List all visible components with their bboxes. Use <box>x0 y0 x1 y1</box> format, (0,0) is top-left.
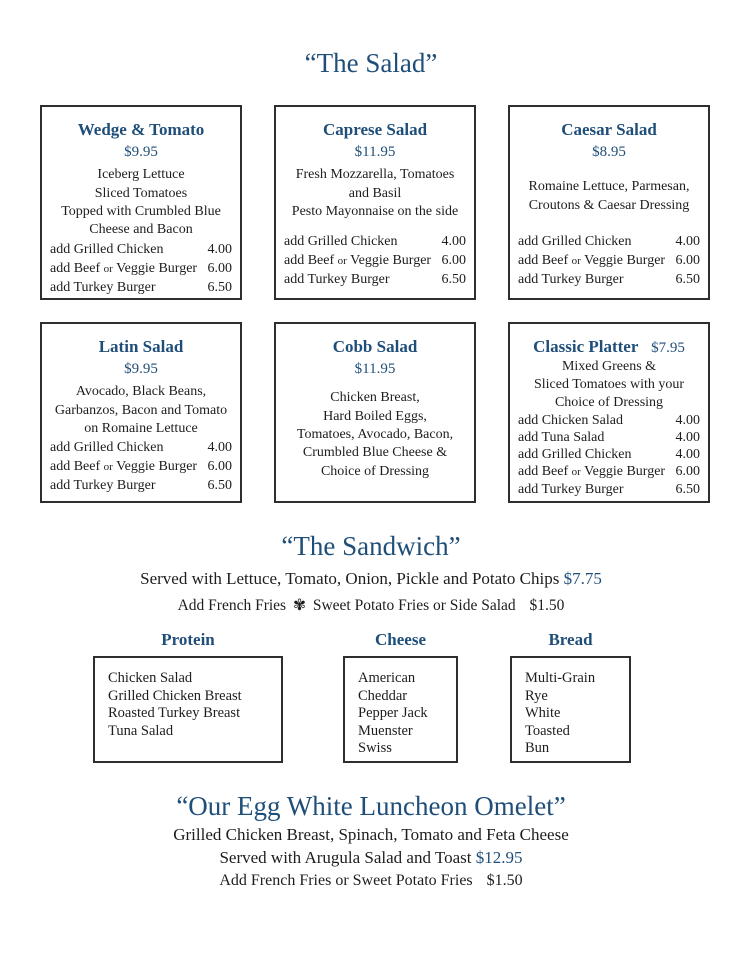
description-line: Chicken Breast, <box>330 390 420 406</box>
description-line: Iceberg Lettuce <box>97 167 185 183</box>
omelet-section-title: “Our Egg White Luncheon Omelet” <box>176 791 566 821</box>
addon-price: 4.00 <box>675 429 700 445</box>
bread-options-box <box>510 656 631 763</box>
salad-card-title-line <box>50 337 232 357</box>
description-line: Tomatoes, Avocado, Bacon, <box>296 427 454 443</box>
addon-price: 6.50 <box>675 481 700 497</box>
addon-label: add Beef or Veggie Burger <box>50 260 198 276</box>
salad-card-price: $11.95 <box>354 361 396 378</box>
description-line: Choice of Dressing <box>320 463 430 479</box>
option-item: Bun <box>525 739 550 756</box>
addon-price: 6.50 <box>675 271 700 287</box>
description-line: Choice of Dressing <box>554 394 664 410</box>
addon-price: 4.00 <box>207 241 232 257</box>
protein-options-box <box>93 656 283 763</box>
omelet-addon-price: $1.50 <box>486 872 523 889</box>
option-item: Grilled Chicken Breast <box>108 687 242 704</box>
sandwich-addon-text-before: Add French Fries <box>177 597 287 614</box>
omelet-ingredients-line: Grilled Chicken Breast, Spinach, Tomato and Feta Cheese <box>173 825 569 844</box>
salad-card-description <box>284 389 466 481</box>
salad-card-title-line <box>284 120 466 140</box>
protein-column <box>93 630 283 763</box>
cheese-header: Cheese <box>375 630 426 649</box>
protein-header: Protein <box>161 630 215 649</box>
description-line: Crumbled Blue Cheese & <box>302 445 448 461</box>
salad-card-price: $9.95 <box>124 144 158 161</box>
omelet-price: $12.95 <box>475 848 523 867</box>
salad-cards-row-2 <box>40 322 710 503</box>
addon-price: 6.00 <box>441 252 466 268</box>
addon-row <box>50 438 232 457</box>
salad-card-title-line <box>518 120 700 140</box>
addon-price: 4.00 <box>675 412 700 428</box>
omelet-addon-text: Add French Fries or Sweet Potato Fries <box>219 872 473 889</box>
bread-header: Bread <box>548 630 593 649</box>
addon-label-or: or <box>103 262 113 275</box>
omelet-served-line <box>0 848 742 868</box>
addon-price: 4.00 <box>675 447 700 463</box>
addon-row <box>518 463 700 480</box>
description-line: Romaine Lettuce, Parmesan, <box>528 179 690 195</box>
sandwich-addon-text-after: Sweet Potato Fries or Side Salad <box>312 597 516 614</box>
addon-row <box>50 278 232 297</box>
option-item: Pepper Jack <box>358 705 428 722</box>
salad-card-description <box>284 166 466 221</box>
addon-price: 4.00 <box>207 440 232 456</box>
addon-row <box>50 240 232 259</box>
addon-label: add Grilled Chicken <box>50 241 164 257</box>
addon-row <box>518 232 700 251</box>
option-item: Roasted Turkey Breast <box>108 705 241 722</box>
addon-list <box>518 232 700 289</box>
description-line: Fresh Mozzarella, Tomatoes <box>295 167 455 183</box>
cheese-options-box <box>343 656 458 763</box>
addon-label: add Beef or Veggie Burger <box>518 252 666 268</box>
cheese-column <box>343 630 458 763</box>
option-item: Rye <box>525 687 548 704</box>
description-line: Sliced Tomatoes with your <box>533 377 685 393</box>
option-item: Chicken Salad <box>108 670 193 687</box>
salad-card-description <box>518 358 700 411</box>
salad-card-title: Cobb Salad <box>332 337 418 356</box>
addon-label: add Turkey Burger <box>518 481 624 497</box>
addon-price: 6.00 <box>207 459 232 475</box>
addon-price: 6.00 <box>675 252 700 268</box>
salad-cards-row-1 <box>40 105 710 300</box>
salad-card-title-line <box>518 337 700 357</box>
addon-row <box>518 270 700 289</box>
salad-card-title: Caprese Salad <box>322 120 428 139</box>
addon-row <box>284 232 466 251</box>
addon-label: add Turkey Burger <box>50 478 156 494</box>
addon-row <box>50 457 232 476</box>
florette-icon: ✾ <box>292 597 306 614</box>
addon-row <box>518 412 700 429</box>
option-item: Cheddar <box>358 687 408 704</box>
option-item: Toasted <box>525 722 570 739</box>
description-line: Croutons & Caesar Dressing <box>528 197 690 213</box>
salad-card-description <box>50 166 232 239</box>
addon-row <box>284 270 466 289</box>
salad-card <box>508 322 710 503</box>
sandwich-price: $7.75 <box>563 569 602 588</box>
addon-list <box>284 232 466 289</box>
addon-label: add Turkey Burger <box>518 271 624 287</box>
addon-label: add Turkey Burger <box>50 279 156 295</box>
sandwich-section-title: “The Sandwich” <box>281 531 461 561</box>
addon-row <box>518 481 700 498</box>
salad-card <box>508 105 710 300</box>
salad-card <box>274 322 476 503</box>
addon-label-or: or <box>103 461 113 474</box>
sandwich-addons-line <box>0 596 742 615</box>
addon-label: add Beef or Veggie Burger <box>50 459 198 475</box>
description-line: Hard Boiled Eggs, <box>323 408 427 424</box>
omelet-served-text: Served with Arugula Salad and Toast <box>219 848 472 867</box>
addon-label: add Turkey Burger <box>284 271 390 287</box>
option-item: Muenster <box>358 722 413 739</box>
salad-card-price: $7.95 <box>651 340 685 356</box>
addon-row <box>50 259 232 278</box>
description-line: Mixed Greens & <box>561 359 657 375</box>
salad-section-title: “The Salad” <box>304 48 438 78</box>
sandwich-description-text: Served with Lettuce, Tomato, Onion, Pickle and Potato Chips <box>140 569 560 588</box>
option-item: Tuna Salad <box>108 722 174 739</box>
addon-price: 6.00 <box>207 260 232 276</box>
addon-price: 4.00 <box>675 233 700 249</box>
addon-label-or: or <box>571 254 581 267</box>
addon-label: add Grilled Chicken <box>518 233 632 249</box>
salad-card-price: $9.95 <box>124 361 158 378</box>
bread-column <box>510 630 631 763</box>
option-item: American <box>358 670 416 687</box>
salad-card-description <box>50 383 232 438</box>
addon-row <box>50 476 232 495</box>
salad-card-price: $11.95 <box>354 144 396 161</box>
option-item: Multi-Grain <box>525 670 596 687</box>
addon-label-or: or <box>571 466 581 479</box>
addon-row <box>284 251 466 270</box>
salad-card-title-line <box>50 120 232 140</box>
description-line: Topped with Crumbled Blue <box>61 204 221 220</box>
addon-label: add Beef or Veggie Burger <box>518 464 666 480</box>
salad-card-title: Latin Salad <box>98 337 184 356</box>
addon-price: 4.00 <box>441 233 466 249</box>
addon-price: 6.50 <box>207 478 232 494</box>
salad-card <box>40 105 242 300</box>
addon-list <box>50 438 232 495</box>
addon-price: 6.50 <box>441 271 466 287</box>
description-line: Pesto Mayonnaise on the side <box>291 204 459 220</box>
addon-row <box>518 251 700 270</box>
addon-label: add Tuna Salad <box>518 429 605 445</box>
salad-card-title: Caesar Salad <box>561 120 657 139</box>
salad-card <box>274 105 476 300</box>
sandwich-description-line <box>0 569 742 589</box>
addon-label: add Chicken Salad <box>518 412 623 428</box>
sandwich-addon-price: $1.50 <box>529 597 565 614</box>
addon-list <box>518 412 700 498</box>
addon-label: add Grilled Chicken <box>284 233 398 249</box>
salad-card-title: Wedge & Tomato <box>77 120 205 139</box>
description-line: and Basil <box>348 185 402 201</box>
addon-label: add Grilled Chicken <box>50 440 164 456</box>
description-line: on Romaine Lettuce <box>84 421 198 437</box>
addon-price: 6.00 <box>675 464 700 480</box>
addon-row <box>518 446 700 463</box>
omelet-addons-line <box>0 872 742 890</box>
addon-label: add Beef or Veggie Burger <box>284 252 432 268</box>
salad-card <box>40 322 242 503</box>
addon-label-or: or <box>337 254 347 267</box>
salad-card-price: $8.95 <box>592 144 626 161</box>
description-line: Avocado, Black Beans, <box>75 384 207 400</box>
salad-card-title: Classic Platter <box>533 337 639 356</box>
description-line: Sliced Tomatoes <box>94 185 188 201</box>
addon-list <box>50 240 232 297</box>
description-line: Garbanzos, Bacon and Tomato <box>54 402 228 418</box>
option-item: Swiss <box>358 739 392 756</box>
salad-card-description <box>518 178 700 215</box>
salad-card-title-line <box>284 337 466 357</box>
addon-row <box>518 429 700 446</box>
option-item: White <box>525 705 561 722</box>
addon-price: 6.50 <box>207 279 232 295</box>
description-line: Cheese and Bacon <box>89 222 193 238</box>
addon-label: add Grilled Chicken <box>518 447 632 463</box>
